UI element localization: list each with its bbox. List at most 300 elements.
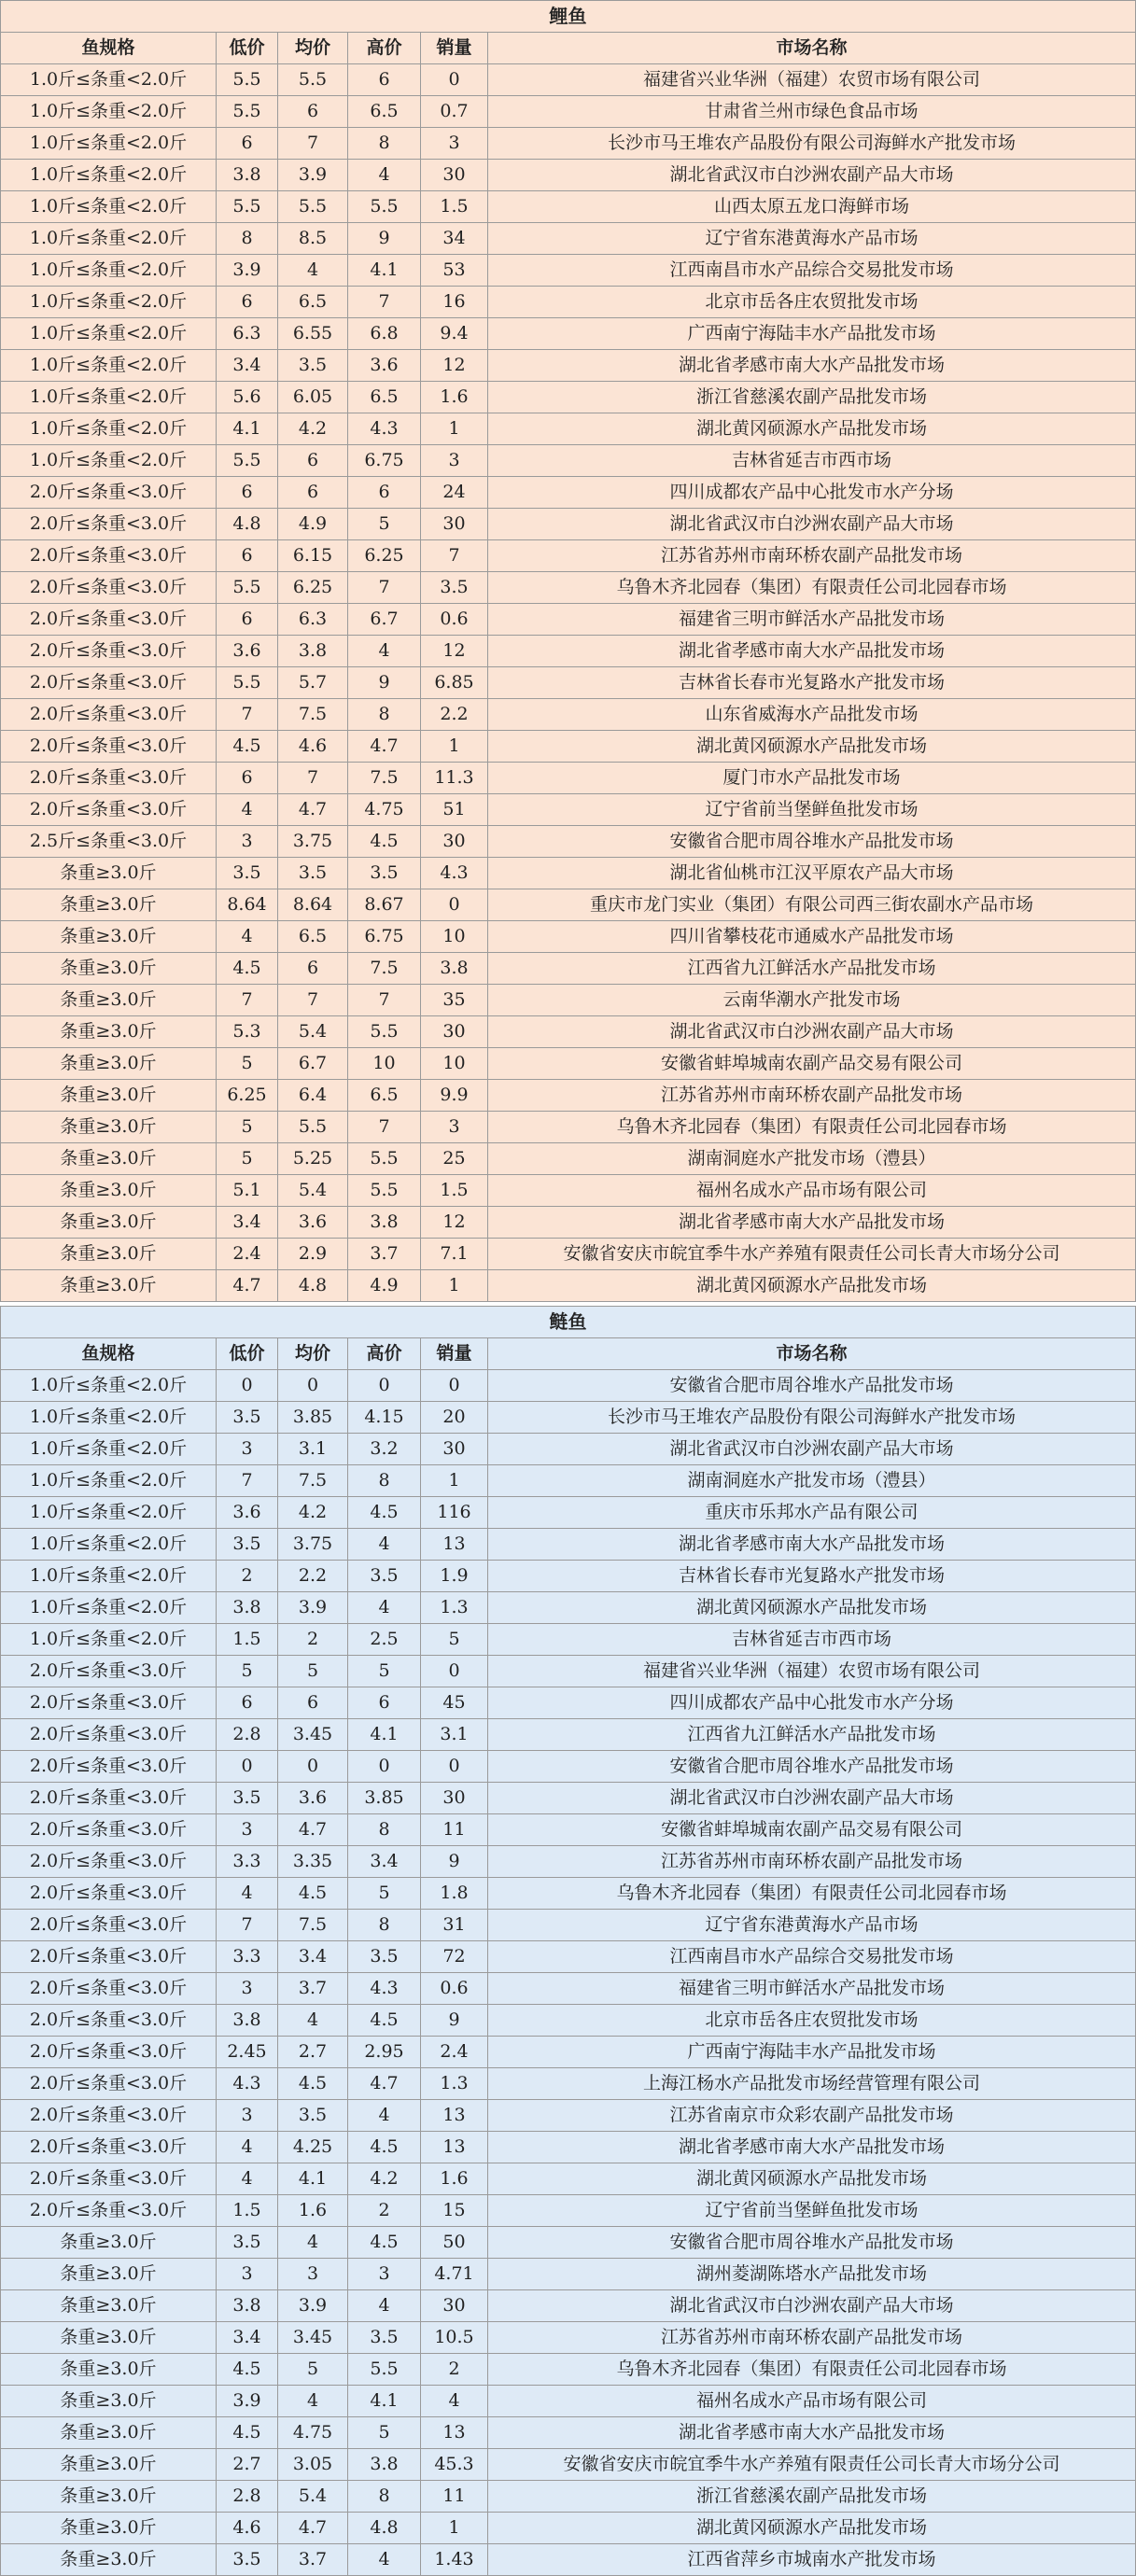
cell-avg-price: 3.05 — [278, 2449, 348, 2481]
cell-low-price: 4.5 — [217, 2354, 278, 2386]
cell-sales-volume: 1 — [421, 2513, 488, 2544]
cell-sales-volume: 11 — [421, 2481, 488, 2513]
table-row — [1, 2449, 1136, 2481]
table-row — [1, 2322, 1136, 2354]
cell-high-price: 4.5 — [348, 2227, 421, 2259]
cell-fish-spec: 2.0斤≤条重<3.0斤 — [1, 2132, 217, 2163]
cell-fish-spec: 2.0斤≤条重<3.0斤 — [1, 604, 217, 636]
cell-market-name: 山东省威海水产品批发市场 — [488, 699, 1136, 731]
cell-high-price: 4.8 — [348, 2513, 421, 2544]
cell-avg-price: 7.5 — [278, 1465, 348, 1497]
table-row — [1, 1370, 1136, 1402]
cell-low-price: 3.6 — [217, 1497, 278, 1529]
cell-sales-volume: 1.3 — [421, 1592, 488, 1624]
cell-low-price: 5 — [217, 1048, 278, 1080]
cell-fish-spec: 1.0斤≤条重<2.0斤 — [1, 1465, 217, 1497]
cell-high-price: 8 — [348, 699, 421, 731]
cell-high-price: 3.5 — [348, 858, 421, 889]
cell-sales-volume: 12 — [421, 350, 488, 382]
cell-fish-spec: 条重≥3.0斤 — [1, 1207, 217, 1239]
cell-high-price: 3 — [348, 2259, 421, 2290]
cell-avg-price: 4.2 — [278, 413, 348, 445]
cell-high-price: 7.5 — [348, 953, 421, 985]
table-row — [1, 540, 1136, 572]
table-row — [1, 1465, 1136, 1497]
table-row — [1, 96, 1136, 128]
cell-sales-volume: 2 — [421, 2354, 488, 2386]
cell-fish-spec: 2.0斤≤条重<3.0斤 — [1, 2100, 217, 2132]
cell-avg-price: 4.1 — [278, 2163, 348, 2195]
cell-sales-volume: 35 — [421, 985, 488, 1016]
cell-high-price: 9 — [348, 223, 421, 255]
cell-avg-price: 6 — [278, 445, 348, 477]
cell-high-price: 6.25 — [348, 540, 421, 572]
cell-avg-price: 3.45 — [278, 1719, 348, 1751]
cell-sales-volume: 11 — [421, 1814, 488, 1846]
cell-sales-volume: 2.2 — [421, 699, 488, 731]
cell-avg-price: 1.6 — [278, 2195, 348, 2227]
cell-fish-spec: 条重≥3.0斤 — [1, 2354, 217, 2386]
cell-high-price: 4.5 — [348, 2005, 421, 2037]
cell-fish-spec: 条重≥3.0斤 — [1, 2544, 217, 2576]
cell-avg-price: 7.5 — [278, 699, 348, 731]
table-row — [1, 350, 1136, 382]
cell-low-price: 6 — [217, 477, 278, 509]
cell-sales-volume: 4.3 — [421, 858, 488, 889]
cell-fish-spec: 条重≥3.0斤 — [1, 1048, 217, 1080]
cell-high-price: 4 — [348, 2290, 421, 2322]
cell-sales-volume: 0 — [421, 1370, 488, 1402]
cell-high-price: 5 — [348, 509, 421, 540]
cell-avg-price: 4.5 — [278, 2068, 348, 2100]
cell-low-price: 3.8 — [217, 160, 278, 191]
table-row — [1, 1016, 1136, 1048]
cell-sales-volume: 30 — [421, 1783, 488, 1814]
cell-high-price: 3.4 — [348, 1846, 421, 1878]
cell-avg-price: 3.8 — [278, 636, 348, 667]
cell-high-price: 4.3 — [348, 1973, 421, 2005]
cell-market-name: 湖北黄冈硕源水产品批发市场 — [488, 731, 1136, 763]
table-row — [1, 889, 1136, 921]
cell-low-price: 3 — [217, 826, 278, 858]
cell-fish-spec: 2.0斤≤条重<3.0斤 — [1, 2068, 217, 2100]
cell-avg-price: 6 — [278, 1687, 348, 1719]
cell-avg-price: 5.4 — [278, 2481, 348, 2513]
cell-high-price: 6.8 — [348, 318, 421, 350]
cell-avg-price: 3 — [278, 2259, 348, 2290]
table-row — [1, 1270, 1136, 1302]
cell-market-name: 福州名成水产品市场有限公司 — [488, 1175, 1136, 1207]
cell-market-name: 吉林省长春市光复路水产批发市场 — [488, 667, 1136, 699]
table-row — [1, 1143, 1136, 1175]
cell-high-price: 7.5 — [348, 763, 421, 794]
cell-avg-price: 3.7 — [278, 1973, 348, 2005]
cell-fish-spec: 1.0斤≤条重<2.0斤 — [1, 1561, 217, 1592]
cell-fish-spec: 1.0斤≤条重<2.0斤 — [1, 191, 217, 223]
cell-low-price: 1.5 — [217, 1624, 278, 1656]
cell-high-price: 5 — [348, 2417, 421, 2449]
cell-low-price: 4 — [217, 1878, 278, 1910]
table-row — [1, 2100, 1136, 2132]
cell-low-price: 3.5 — [217, 2544, 278, 2576]
cell-high-price: 6 — [348, 64, 421, 96]
cell-high-price: 8 — [348, 1910, 421, 1941]
cell-low-price: 4 — [217, 2163, 278, 2195]
cell-fish-spec: 2.0斤≤条重<3.0斤 — [1, 763, 217, 794]
cell-low-price: 3 — [217, 1434, 278, 1465]
cell-high-price: 3.5 — [348, 1561, 421, 1592]
table-row — [1, 509, 1136, 540]
table-row — [1, 191, 1136, 223]
cell-low-price: 2.8 — [217, 2481, 278, 2513]
column-header-low-price: 低价 — [217, 33, 278, 64]
cell-avg-price: 5.4 — [278, 1016, 348, 1048]
cell-fish-spec: 2.0斤≤条重<3.0斤 — [1, 1783, 217, 1814]
cell-high-price: 4.9 — [348, 1270, 421, 1302]
cell-market-name: 吉林省延吉市西市场 — [488, 445, 1136, 477]
cell-avg-price: 3.5 — [278, 858, 348, 889]
cell-low-price: 5 — [217, 1112, 278, 1143]
cell-market-name: 湖北省孝感市南大水产品批发市场 — [488, 2417, 1136, 2449]
cell-avg-price: 4.7 — [278, 794, 348, 826]
cell-low-price: 5 — [217, 1656, 278, 1687]
cell-avg-price: 6 — [278, 953, 348, 985]
cell-fish-spec: 2.0斤≤条重<3.0斤 — [1, 636, 217, 667]
cell-low-price: 3 — [217, 2100, 278, 2132]
table-row — [1, 1751, 1136, 1783]
cell-low-price: 3.8 — [217, 2290, 278, 2322]
table-row — [1, 1402, 1136, 1434]
cell-sales-volume: 9 — [421, 2005, 488, 2037]
cell-high-price: 0 — [348, 1370, 421, 1402]
cell-fish-spec: 条重≥3.0斤 — [1, 1270, 217, 1302]
cell-market-name: 浙江省慈溪农副产品批发市场 — [488, 2481, 1136, 2513]
cell-avg-price: 5.7 — [278, 667, 348, 699]
cell-avg-price: 3.75 — [278, 826, 348, 858]
column-header-avg-price: 均价 — [278, 33, 348, 64]
table-row — [1, 1112, 1136, 1143]
cell-sales-volume: 10 — [421, 921, 488, 953]
cell-sales-volume: 4 — [421, 2386, 488, 2417]
cell-fish-spec: 1.0斤≤条重<2.0斤 — [1, 255, 217, 287]
cell-high-price: 5.5 — [348, 2354, 421, 2386]
cell-avg-price: 7 — [278, 985, 348, 1016]
cell-low-price: 2.45 — [217, 2037, 278, 2068]
cell-low-price: 4.8 — [217, 509, 278, 540]
cell-avg-price: 3.6 — [278, 1207, 348, 1239]
table-row — [1, 2005, 1136, 2037]
table-row — [1, 1561, 1136, 1592]
cell-fish-spec: 1.0斤≤条重<2.0斤 — [1, 413, 217, 445]
cell-low-price: 5.5 — [217, 96, 278, 128]
cell-fish-spec: 2.0斤≤条重<3.0斤 — [1, 1910, 217, 1941]
cell-low-price: 5.3 — [217, 1016, 278, 1048]
cell-fish-spec: 条重≥3.0斤 — [1, 2259, 217, 2290]
table-row — [1, 2544, 1136, 2576]
cell-avg-price: 3.5 — [278, 2100, 348, 2132]
table-row — [1, 223, 1136, 255]
cell-market-name: 安徽省蚌埠城南农副产品交易有限公司 — [488, 1048, 1136, 1080]
column-header-high-price: 高价 — [348, 1338, 421, 1370]
cell-high-price: 6 — [348, 477, 421, 509]
cell-fish-spec: 1.0斤≤条重<2.0斤 — [1, 445, 217, 477]
cell-low-price: 4.6 — [217, 2513, 278, 2544]
cell-sales-volume: 0.6 — [421, 604, 488, 636]
cell-fish-spec: 2.0斤≤条重<3.0斤 — [1, 2037, 217, 2068]
cell-avg-price: 5.4 — [278, 1175, 348, 1207]
cell-avg-price: 6.5 — [278, 921, 348, 953]
cell-high-price: 4.7 — [348, 2068, 421, 2100]
cell-sales-volume: 3.8 — [421, 953, 488, 985]
cell-sales-volume: 20 — [421, 1402, 488, 1434]
cell-avg-price: 6.5 — [278, 287, 348, 318]
cell-avg-price: 6.3 — [278, 604, 348, 636]
cell-market-name: 广西南宁海陆丰水产品批发市场 — [488, 318, 1136, 350]
cell-low-price: 6.3 — [217, 318, 278, 350]
cell-sales-volume: 15 — [421, 2195, 488, 2227]
cell-avg-price: 6.05 — [278, 382, 348, 413]
table-row — [1, 413, 1136, 445]
cell-sales-volume: 16 — [421, 287, 488, 318]
cell-market-name: 湖北黄冈硕源水产品批发市场 — [488, 1592, 1136, 1624]
cell-sales-volume: 0 — [421, 889, 488, 921]
cell-sales-volume: 45 — [421, 1687, 488, 1719]
table-row — [1, 1846, 1136, 1878]
cell-high-price: 8.67 — [348, 889, 421, 921]
table-row — [1, 1592, 1136, 1624]
cell-high-price: 7 — [348, 287, 421, 318]
column-header-market-name: 市场名称 — [488, 1338, 1136, 1370]
cell-market-name: 乌鲁木齐北园春（集团）有限责任公司北园春市场 — [488, 2354, 1136, 2386]
cell-low-price: 7 — [217, 699, 278, 731]
cell-sales-volume: 25 — [421, 1143, 488, 1175]
cell-low-price: 3.9 — [217, 2386, 278, 2417]
table-row — [1, 160, 1136, 191]
cell-high-price: 4.1 — [348, 255, 421, 287]
table-row — [1, 445, 1136, 477]
cell-low-price: 3.5 — [217, 1402, 278, 1434]
cell-high-price: 4 — [348, 2100, 421, 2132]
cell-avg-price: 4.7 — [278, 1814, 348, 1846]
cell-fish-spec: 2.0斤≤条重<3.0斤 — [1, 1973, 217, 2005]
cell-sales-volume: 10.5 — [421, 2322, 488, 2354]
cell-low-price: 3 — [217, 1814, 278, 1846]
cell-high-price: 7 — [348, 1112, 421, 1143]
cell-avg-price: 3.6 — [278, 1783, 348, 1814]
table-row — [1, 667, 1136, 699]
cell-fish-spec: 条重≥3.0斤 — [1, 1143, 217, 1175]
cell-high-price: 4 — [348, 636, 421, 667]
cell-market-name: 湖北黄冈硕源水产品批发市场 — [488, 2163, 1136, 2195]
cell-fish-spec: 1.0斤≤条重<2.0斤 — [1, 1624, 217, 1656]
cell-high-price: 4 — [348, 2544, 421, 2576]
cell-low-price: 3.3 — [217, 1941, 278, 1973]
cell-market-name: 湖北黄冈硕源水产品批发市场 — [488, 1270, 1136, 1302]
column-header-sales-volume: 销量 — [421, 1338, 488, 1370]
cell-avg-price: 6.55 — [278, 318, 348, 350]
cell-sales-volume: 13 — [421, 2132, 488, 2163]
cell-market-name: 安徽省合肥市周谷堆水产品批发市场 — [488, 826, 1136, 858]
table-row — [1, 2132, 1136, 2163]
cell-high-price: 3.2 — [348, 1434, 421, 1465]
cell-fish-spec: 条重≥3.0斤 — [1, 2290, 217, 2322]
cell-market-name: 江西南昌市水产品综合交易批发市场 — [488, 1941, 1136, 1973]
table-row — [1, 1687, 1136, 1719]
cell-fish-spec: 2.0斤≤条重<3.0斤 — [1, 1751, 217, 1783]
cell-market-name: 浙江省慈溪农副产品批发市场 — [488, 382, 1136, 413]
column-header-high-price: 高价 — [348, 33, 421, 64]
cell-sales-volume: 0 — [421, 1751, 488, 1783]
cell-sales-volume: 7 — [421, 540, 488, 572]
table-row — [1, 1783, 1136, 1814]
cell-low-price: 5.5 — [217, 667, 278, 699]
table-row — [1, 318, 1136, 350]
cell-avg-price: 8.5 — [278, 223, 348, 255]
cell-sales-volume: 30 — [421, 1434, 488, 1465]
cell-market-name: 厦门市水产品批发市场 — [488, 763, 1136, 794]
cell-market-name: 山西太原五龙口海鲜市场 — [488, 191, 1136, 223]
table-row — [1, 1624, 1136, 1656]
cell-low-price: 4.1 — [217, 413, 278, 445]
table-row — [1, 731, 1136, 763]
cell-market-name: 湖北省武汉市白沙洲农副产品大市场 — [488, 160, 1136, 191]
cell-low-price: 4.5 — [217, 731, 278, 763]
cell-market-name: 辽宁省东港黄海水产品市场 — [488, 1910, 1136, 1941]
cell-low-price: 5.5 — [217, 572, 278, 604]
cell-sales-volume: 31 — [421, 1910, 488, 1941]
cell-low-price: 5.6 — [217, 382, 278, 413]
cell-high-price: 6.7 — [348, 604, 421, 636]
cell-fish-spec: 2.0斤≤条重<3.0斤 — [1, 699, 217, 731]
cell-high-price: 6.5 — [348, 96, 421, 128]
table-row — [1, 2227, 1136, 2259]
table-row — [1, 2417, 1136, 2449]
column-header-fish-spec: 鱼规格 — [1, 33, 217, 64]
column-header-low-price: 低价 — [217, 1338, 278, 1370]
cell-avg-price: 4.7 — [278, 2513, 348, 2544]
cell-avg-price: 3.9 — [278, 1592, 348, 1624]
cell-low-price: 5.5 — [217, 64, 278, 96]
cell-fish-spec: 2.0斤≤条重<3.0斤 — [1, 1941, 217, 1973]
cell-high-price: 7 — [348, 572, 421, 604]
cell-low-price: 2 — [217, 1561, 278, 1592]
cell-high-price: 4.5 — [348, 1497, 421, 1529]
cell-fish-spec: 1.0斤≤条重<2.0斤 — [1, 1370, 217, 1402]
cell-avg-price: 5.5 — [278, 191, 348, 223]
cell-fish-spec: 2.0斤≤条重<3.0斤 — [1, 1687, 217, 1719]
cell-high-price: 5.5 — [348, 1016, 421, 1048]
cell-market-name: 江苏省苏州市南环桥农副产品批发市场 — [488, 1846, 1136, 1878]
table-row — [1, 2481, 1136, 2513]
cell-high-price: 6 — [348, 1687, 421, 1719]
cell-fish-spec: 2.5斤≤条重<3.0斤 — [1, 826, 217, 858]
cell-avg-price: 4.75 — [278, 2417, 348, 2449]
cell-market-name: 吉林省延吉市西市场 — [488, 1624, 1136, 1656]
cell-market-name: 安徽省蚌埠城南农副产品交易有限公司 — [488, 1814, 1136, 1846]
cell-low-price: 4.5 — [217, 953, 278, 985]
cell-avg-price: 4 — [278, 2005, 348, 2037]
cell-low-price: 4.5 — [217, 2417, 278, 2449]
cell-fish-spec: 1.0斤≤条重<2.0斤 — [1, 1434, 217, 1465]
cell-sales-volume: 13 — [421, 2417, 488, 2449]
cell-high-price: 3.6 — [348, 350, 421, 382]
table-row — [1, 1973, 1136, 2005]
cell-fish-spec: 条重≥3.0斤 — [1, 1175, 217, 1207]
column-header-row — [1, 33, 1136, 64]
cell-fish-spec: 条重≥3.0斤 — [1, 889, 217, 921]
table-row — [1, 1941, 1136, 1973]
cell-fish-spec: 1.0斤≤条重<2.0斤 — [1, 160, 217, 191]
cell-high-price: 6.5 — [348, 1080, 421, 1112]
cell-market-name: 湖北省孝感市南大水产品批发市场 — [488, 2132, 1136, 2163]
table-row — [1, 1656, 1136, 1687]
cell-low-price: 3.5 — [217, 1529, 278, 1561]
cell-market-name: 甘肃省兰州市绿色食品市场 — [488, 96, 1136, 128]
cell-avg-price: 4.25 — [278, 2132, 348, 2163]
cell-sales-volume: 0 — [421, 64, 488, 96]
table-row — [1, 1497, 1136, 1529]
cell-low-price: 0 — [217, 1370, 278, 1402]
cell-high-price: 3.85 — [348, 1783, 421, 1814]
cell-high-price: 4 — [348, 1529, 421, 1561]
table-row — [1, 1239, 1136, 1270]
cell-avg-price: 6.4 — [278, 1080, 348, 1112]
cell-avg-price: 4.5 — [278, 1878, 348, 1910]
cell-market-name: 安徽省合肥市周谷堆水产品批发市场 — [488, 1370, 1136, 1402]
cell-avg-price: 4 — [278, 2227, 348, 2259]
cell-market-name: 重庆市龙门实业（集团）有限公司西三街农副水产品市场 — [488, 889, 1136, 921]
cell-fish-spec: 条重≥3.0斤 — [1, 2513, 217, 2544]
cell-low-price: 3 — [217, 2259, 278, 2290]
cell-low-price: 6 — [217, 763, 278, 794]
cell-sales-volume: 4.71 — [421, 2259, 488, 2290]
cell-low-price: 8.64 — [217, 889, 278, 921]
cell-avg-price: 6 — [278, 96, 348, 128]
cell-high-price: 5 — [348, 1656, 421, 1687]
cell-market-name: 福州名成水产品市场有限公司 — [488, 2386, 1136, 2417]
table-row — [1, 2386, 1136, 2417]
cell-low-price: 5.5 — [217, 191, 278, 223]
cell-high-price: 8 — [348, 2481, 421, 2513]
cell-avg-price: 5 — [278, 2354, 348, 2386]
cell-market-name: 长沙市马王堆农产品股份有限公司海鲜水产批发市场 — [488, 128, 1136, 160]
cell-low-price: 6 — [217, 540, 278, 572]
cell-fish-spec: 1.0斤≤条重<2.0斤 — [1, 64, 217, 96]
cell-low-price: 3.4 — [217, 2322, 278, 2354]
cell-avg-price: 5.5 — [278, 1112, 348, 1143]
cell-avg-price: 7.5 — [278, 1910, 348, 1941]
cell-sales-volume: 3.5 — [421, 572, 488, 604]
cell-sales-volume: 12 — [421, 636, 488, 667]
cell-low-price: 3.6 — [217, 636, 278, 667]
cell-high-price: 2 — [348, 2195, 421, 2227]
cell-market-name: 江西省萍乡市城南水产批发市场 — [488, 2544, 1136, 2576]
cell-low-price: 8 — [217, 223, 278, 255]
cell-fish-spec: 1.0斤≤条重<2.0斤 — [1, 96, 217, 128]
cell-avg-price: 8.64 — [278, 889, 348, 921]
cell-avg-price: 6.7 — [278, 1048, 348, 1080]
cell-fish-spec: 条重≥3.0斤 — [1, 2449, 217, 2481]
cell-low-price: 6 — [217, 128, 278, 160]
cell-market-name: 辽宁省前当堡鲜鱼批发市场 — [488, 2195, 1136, 2227]
cell-avg-price: 2 — [278, 1624, 348, 1656]
cell-high-price: 6.75 — [348, 445, 421, 477]
cell-market-name: 安徽省安庆市皖宜季牛水产养殖有限责任公司长青大市场分公司 — [488, 2449, 1136, 2481]
cell-fish-spec: 1.0斤≤条重<2.0斤 — [1, 382, 217, 413]
cell-high-price: 5.5 — [348, 1143, 421, 1175]
cell-market-name: 重庆市乐邦水产品有限公司 — [488, 1497, 1136, 1529]
cell-avg-price: 3.75 — [278, 1529, 348, 1561]
